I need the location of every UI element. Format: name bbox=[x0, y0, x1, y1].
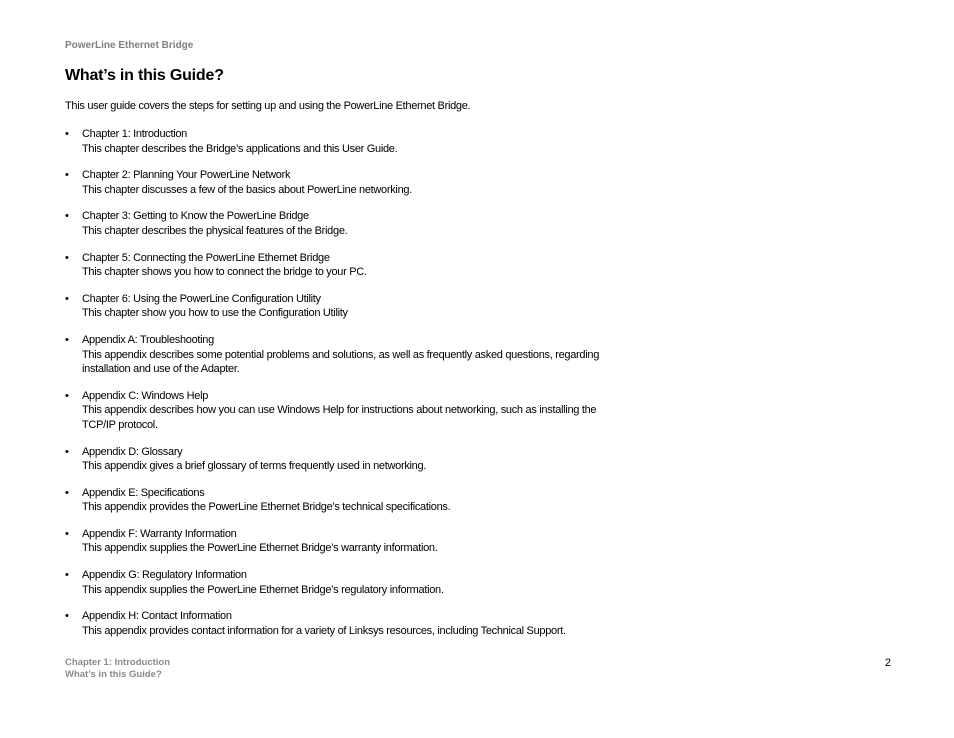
chapter-description: This chapter describes the Bridge’s applications and this User Guide. bbox=[82, 142, 398, 155]
chapter-list-item bbox=[65, 609, 625, 638]
chapter-description: This appendix gives a brief glossary of terms frequently used in networking. bbox=[82, 460, 427, 473]
chapter-title: Appendix C: Windows Help bbox=[82, 389, 209, 402]
chapter-title: Appendix G: Regulatory Information bbox=[82, 569, 247, 582]
bullet-icon: • bbox=[65, 527, 69, 540]
chapter-description: This chapter shows you how to connect the bridge to your PC. bbox=[82, 266, 367, 279]
bullet-icon: • bbox=[65, 486, 69, 499]
chapter-list-item bbox=[65, 527, 625, 556]
chapter-description: This appendix provides contact information for a variety of Linksys resources, including Technical Support. bbox=[82, 624, 566, 637]
bullet-icon: • bbox=[65, 210, 69, 223]
bullet-icon: • bbox=[65, 333, 69, 346]
chapter-list-item bbox=[65, 568, 625, 597]
chapter-list-item bbox=[65, 333, 625, 377]
page-title: What’s in this Guide? bbox=[65, 67, 224, 84]
bullet-icon: • bbox=[65, 169, 69, 182]
bullet-icon: • bbox=[65, 389, 69, 402]
chapter-title: Chapter 6: Using the PowerLine Configuration Utility bbox=[82, 292, 321, 305]
running-footer bbox=[65, 657, 170, 681]
chapter-list-item bbox=[65, 292, 625, 321]
chapter-title: Appendix E: Specifications bbox=[82, 486, 205, 499]
chapter-description: This appendix supplies the PowerLine Ethernet Bridge’s regulatory information. bbox=[82, 583, 444, 596]
chapter-list-item bbox=[65, 486, 625, 515]
bullet-icon: • bbox=[65, 128, 69, 140]
intro-paragraph: This user guide covers the steps for setting up and using the PowerLine Ethernet Bridge. bbox=[65, 100, 471, 112]
chapter-title: Chapter 3: Getting to Know the PowerLine Bridge bbox=[82, 210, 309, 223]
page-number: 2 bbox=[884, 657, 891, 669]
chapter-list-item bbox=[65, 209, 625, 238]
bullet-icon: • bbox=[65, 292, 69, 305]
chapter-description: This appendix provides the PowerLine Ethernet Bridge’s technical specifications. bbox=[82, 501, 451, 514]
chapter-description: This appendix describes some potential problems and solutions, as well as frequently asked questions, regarding installation and use of the Adapter. bbox=[82, 348, 600, 376]
chapter-list-item bbox=[65, 127, 625, 156]
chapter-title: Chapter 5: Connecting the PowerLine Ethernet Bridge bbox=[82, 251, 330, 264]
chapter-description: This appendix supplies the PowerLine Ethernet Bridge’s warranty information. bbox=[82, 542, 438, 555]
chapter-title: Appendix H: Contact Information bbox=[82, 610, 232, 623]
chapter-list-item bbox=[65, 389, 625, 433]
footer-section: What’s in this Guide? bbox=[65, 669, 162, 680]
chapter-description: This appendix describes how you can use Windows Help for instructions about networking, such as installing the TCP/IP protocol. bbox=[82, 404, 597, 431]
running-header: PowerLine Ethernet Bridge bbox=[65, 40, 194, 51]
chapter-description: This chapter show you how to use the Configuration Utility bbox=[82, 307, 348, 320]
chapter-list-item bbox=[65, 445, 625, 474]
bullet-icon: • bbox=[65, 610, 69, 623]
chapter-title: Appendix F: Warranty Information bbox=[82, 527, 237, 540]
chapter-description: This chapter describes the physical features of the Bridge. bbox=[82, 224, 348, 237]
chapter-description: This chapter discusses a few of the basics about PowerLine networking. bbox=[82, 183, 412, 196]
chapter-title: Appendix D: Glossary bbox=[82, 445, 183, 458]
bullet-icon: • bbox=[65, 251, 69, 264]
chapter-list-item bbox=[65, 251, 625, 280]
footer-chapter: Chapter 1: Introduction bbox=[65, 657, 171, 668]
chapter-title: Chapter 2: Planning Your PowerLine Network bbox=[82, 169, 291, 182]
chapter-list-item bbox=[65, 168, 625, 197]
bullet-icon: • bbox=[65, 445, 69, 458]
chapter-title: Chapter 1: Introduction bbox=[82, 128, 188, 140]
chapter-list bbox=[65, 127, 625, 650]
chapter-title: Appendix A: Troubleshooting bbox=[82, 333, 214, 346]
bullet-icon: • bbox=[65, 569, 69, 582]
